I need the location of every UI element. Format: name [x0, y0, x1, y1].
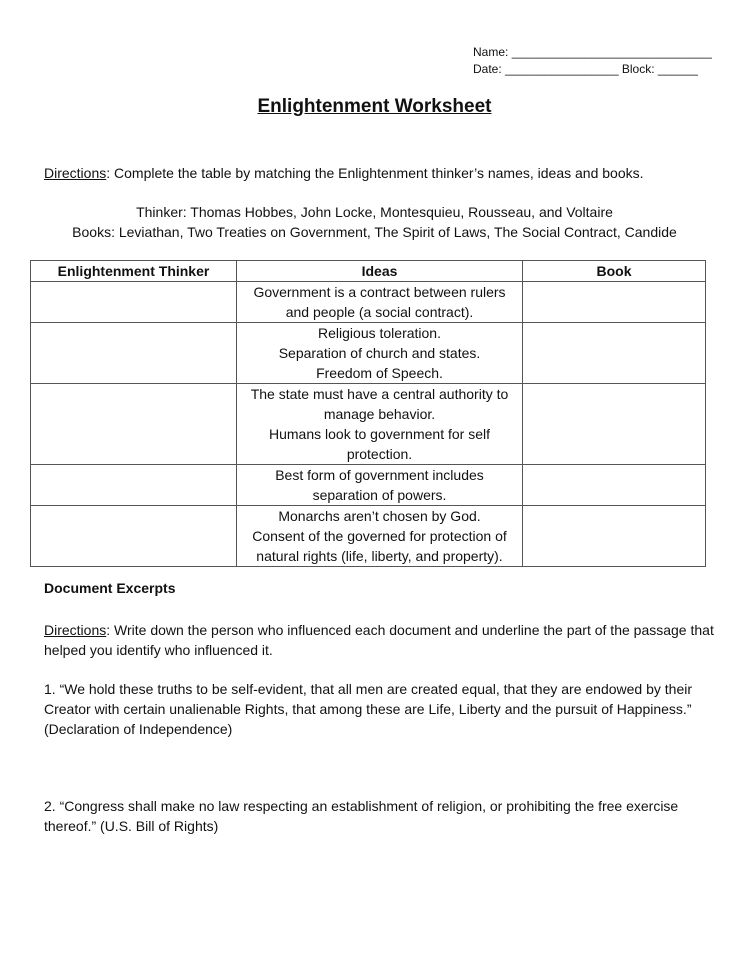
idea-line: Freedom of Speech.	[316, 365, 443, 381]
idea-line: Best form of government includes	[275, 467, 484, 483]
book-cell[interactable]	[523, 506, 706, 567]
header-book: Book	[523, 261, 706, 282]
table-row	[31, 384, 706, 465]
table-header-row	[31, 261, 706, 282]
name-blank[interactable]: ______________________________	[511, 45, 712, 59]
idea-line: Monarchs aren’t chosen by God.	[278, 508, 481, 524]
date-block-line[interactable]	[473, 61, 712, 78]
header-thinker: Enlightenment Thinker	[31, 261, 237, 282]
date-label: Date:	[473, 62, 502, 76]
idea-line: Separation of church and states.	[278, 345, 481, 361]
table-row	[31, 323, 706, 384]
excerpt-question-1: 1. “We hold these truths to be self-evident, that all men are created equal, that they are endowed by their Creator with certain unalienable Rights, that among these are Life, Liberty and the pursuit of Happiness.” (Declaration of Independence)	[44, 681, 693, 737]
block-blank[interactable]: ______	[657, 62, 698, 76]
thinker-cell[interactable]	[31, 465, 237, 506]
book-cell[interactable]	[523, 465, 706, 506]
idea-line: Humans look to government for self	[269, 426, 490, 442]
table-row	[31, 282, 706, 323]
header-ideas: Ideas	[237, 261, 523, 282]
idea-line: The state must have a central authority to	[250, 386, 509, 402]
excerpt-directions	[44, 620, 714, 660]
ideas-cell	[237, 506, 523, 567]
thinker-cell[interactable]	[31, 323, 237, 384]
excerpt-question-2: 2. “Congress shall make no law respecting an establishment of religion, or prohibiting the free exercise thereof.” (U.S. Bill of Rights)	[44, 798, 679, 834]
table-row	[31, 465, 706, 506]
directions-text: : Complete the table by matching the Enlightenment thinker’s names, ideas and books.	[106, 165, 644, 181]
thinker-cell[interactable]	[31, 506, 237, 567]
thinker-list: Thinker: Thomas Hobbes, John Locke, Montesquieu, Rousseau, and Voltaire	[136, 204, 613, 220]
idea-line: Religious toleration.	[318, 325, 441, 341]
page-title: Enlightenment Worksheet	[257, 96, 492, 117]
enlightenment-table	[30, 260, 706, 567]
name-label: Name:	[473, 45, 509, 59]
idea-line: manage behavior.	[323, 406, 436, 422]
table-row	[31, 506, 706, 567]
idea-line: natural rights (life, liberty, and property).	[256, 548, 503, 564]
idea-line: and people (a social contract).	[285, 304, 474, 320]
excerpt-directions-text: : Write down the person who influenced each document and underline the part of the passage that helped you identify who influenced it.	[44, 622, 714, 658]
book-cell[interactable]	[523, 384, 706, 465]
idea-line: separation of powers.	[312, 487, 447, 503]
block-label: Block:	[621, 62, 655, 76]
book-cell[interactable]	[523, 323, 706, 384]
word-bank	[0, 202, 749, 242]
book-cell[interactable]	[523, 282, 706, 323]
book-list: Books: Leviathan, Two Treaties on Government, The Spirit of Laws, The Social Contract, Candide	[72, 224, 677, 240]
directions-label: Directions	[44, 165, 107, 181]
excerpt-directions-label: Directions	[44, 622, 107, 638]
thinker-cell[interactable]	[31, 384, 237, 465]
directions	[44, 163, 644, 183]
ideas-cell	[237, 384, 523, 465]
ideas-cell	[237, 323, 523, 384]
idea-line: protection.	[346, 446, 413, 462]
document-excerpts-heading: Document Excerpts	[44, 580, 176, 596]
idea-line: Government is a contract between rulers	[253, 284, 506, 300]
ideas-cell	[237, 465, 523, 506]
name-line[interactable]	[473, 44, 712, 61]
ideas-cell	[237, 282, 523, 323]
student-info-header	[473, 44, 712, 78]
idea-line: Consent of the governed for protection of	[252, 528, 507, 544]
date-blank[interactable]: _________________	[505, 62, 619, 76]
thinker-cell[interactable]	[31, 282, 237, 323]
